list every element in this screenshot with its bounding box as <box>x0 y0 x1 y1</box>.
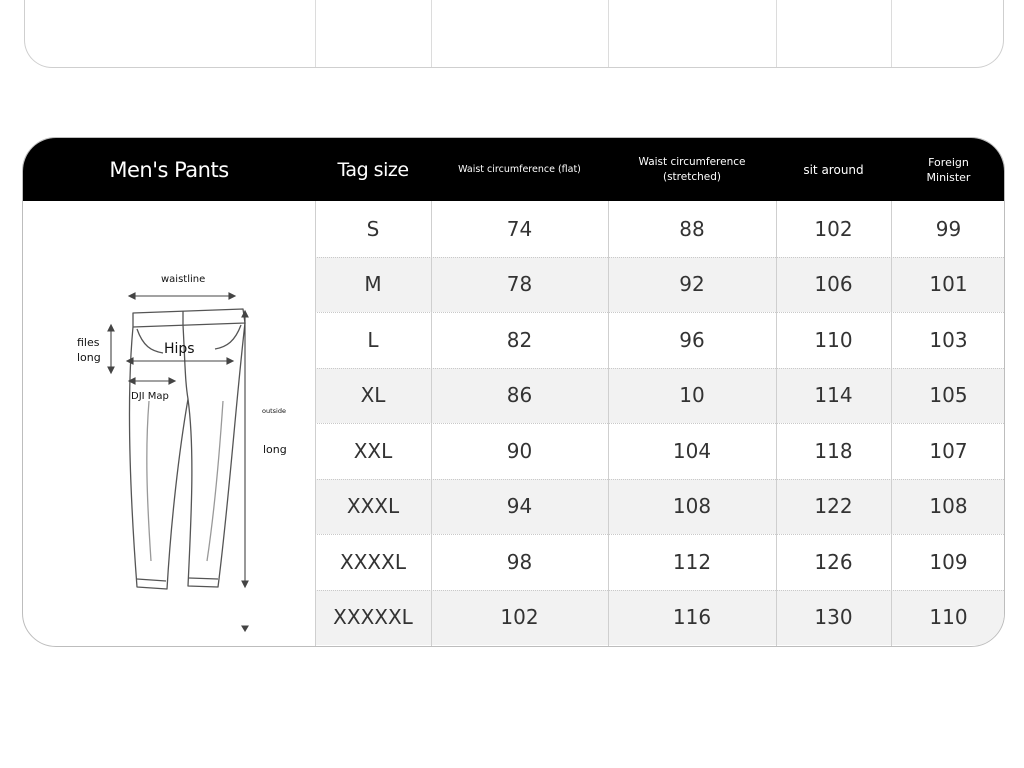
row-divider <box>315 368 1005 369</box>
row-divider <box>315 423 1005 424</box>
cell-waist-stretched: 92 <box>679 272 705 296</box>
cell-foreign-minister: 101 <box>929 272 968 296</box>
column-divider <box>891 0 892 67</box>
header-tag-size: Tag size <box>337 158 409 181</box>
cell-waist-stretched: 104 <box>672 438 712 463</box>
cell-tag-size: XXXL <box>346 494 400 518</box>
header-sit-around: sit around <box>803 162 864 177</box>
cell-tag-size: XL <box>360 383 386 407</box>
pants-diagram-icon <box>23 201 315 647</box>
table-row <box>315 201 1005 256</box>
row-divider <box>315 257 1005 258</box>
size-chart-card <box>22 137 1005 647</box>
column-divider <box>431 201 432 646</box>
table-row <box>315 368 1005 423</box>
column-divider <box>315 201 316 646</box>
cell-sit-around: 126 <box>814 549 853 574</box>
cell-tag-size: XXL <box>353 438 393 463</box>
table-row <box>315 423 1005 478</box>
cell-waist-flat: 98 <box>506 549 533 574</box>
label-dji-map: DJI Map <box>131 391 169 402</box>
row-divider <box>315 534 1005 535</box>
label-long: long <box>263 443 287 456</box>
table-row <box>315 257 1005 312</box>
column-divider <box>776 0 777 67</box>
cell-waist-stretched: 88 <box>679 216 705 241</box>
cell-tag-size: M <box>364 272 382 296</box>
table-row <box>315 479 1005 534</box>
cell-tag-size: L <box>367 327 379 352</box>
table-header <box>23 138 1004 201</box>
header-waist-stretched: Waist circumference (stretched) <box>638 155 746 183</box>
cell-sit-around: 102 <box>814 216 853 241</box>
column-divider <box>776 201 777 646</box>
column-divider <box>431 0 432 67</box>
cell-foreign-minister: 109 <box>929 549 968 574</box>
row-divider <box>315 479 1005 480</box>
cell-waist-flat: 86 <box>506 383 533 407</box>
table-row <box>315 590 1005 645</box>
cell-foreign-minister: 108 <box>929 494 968 518</box>
label-outside: outside <box>262 407 286 415</box>
cell-waist-flat: 94 <box>506 494 533 518</box>
column-divider <box>891 201 892 646</box>
cell-sit-around: 114 <box>814 383 853 407</box>
cell-waist-stretched: 96 <box>679 327 705 352</box>
cell-sit-around: 122 <box>814 494 853 518</box>
cell-waist-stretched: 108 <box>672 494 712 518</box>
cell-sit-around: 106 <box>814 272 853 296</box>
cell-waist-flat: 74 <box>506 216 533 241</box>
cell-waist-stretched: 10 <box>679 383 705 407</box>
cell-foreign-minister: 107 <box>929 438 968 463</box>
table-row <box>315 534 1005 589</box>
cell-waist-flat: 90 <box>506 438 533 463</box>
cell-waist-stretched: 116 <box>672 605 712 629</box>
cell-waist-stretched: 112 <box>672 549 712 574</box>
row-divider <box>315 590 1005 591</box>
cell-foreign-minister: 103 <box>929 327 968 352</box>
cell-waist-flat: 102 <box>500 605 539 629</box>
cell-foreign-minister: 105 <box>929 383 968 407</box>
header-title: Men's Pants <box>109 157 229 182</box>
header-waist-flat: Waist circumference (flat) <box>458 164 581 175</box>
cell-tag-size: S <box>366 216 380 241</box>
cell-foreign-minister: 110 <box>929 605 968 629</box>
cell-tag-size: XXXXXL <box>333 605 413 629</box>
table-row <box>315 312 1005 367</box>
column-divider <box>315 0 316 67</box>
column-divider <box>608 0 609 67</box>
cell-sit-around: 118 <box>814 438 853 463</box>
column-divider <box>608 201 609 646</box>
cell-sit-around: 130 <box>814 605 853 629</box>
label-files-long: files long <box>77 336 101 364</box>
previous-table-bottom <box>24 0 1004 68</box>
cell-tag-size: XXXXL <box>340 549 406 574</box>
label-hips: Hips <box>164 341 195 357</box>
cell-foreign-minister: 99 <box>935 216 962 241</box>
cell-sit-around: 110 <box>814 327 853 352</box>
cell-waist-flat: 78 <box>506 272 533 296</box>
label-waistline: waistline <box>161 274 206 285</box>
row-divider <box>315 312 1005 313</box>
header-foreign-minister: Foreign Minister <box>926 155 971 184</box>
pants-illustration <box>23 201 315 647</box>
cell-waist-flat: 82 <box>506 327 533 352</box>
